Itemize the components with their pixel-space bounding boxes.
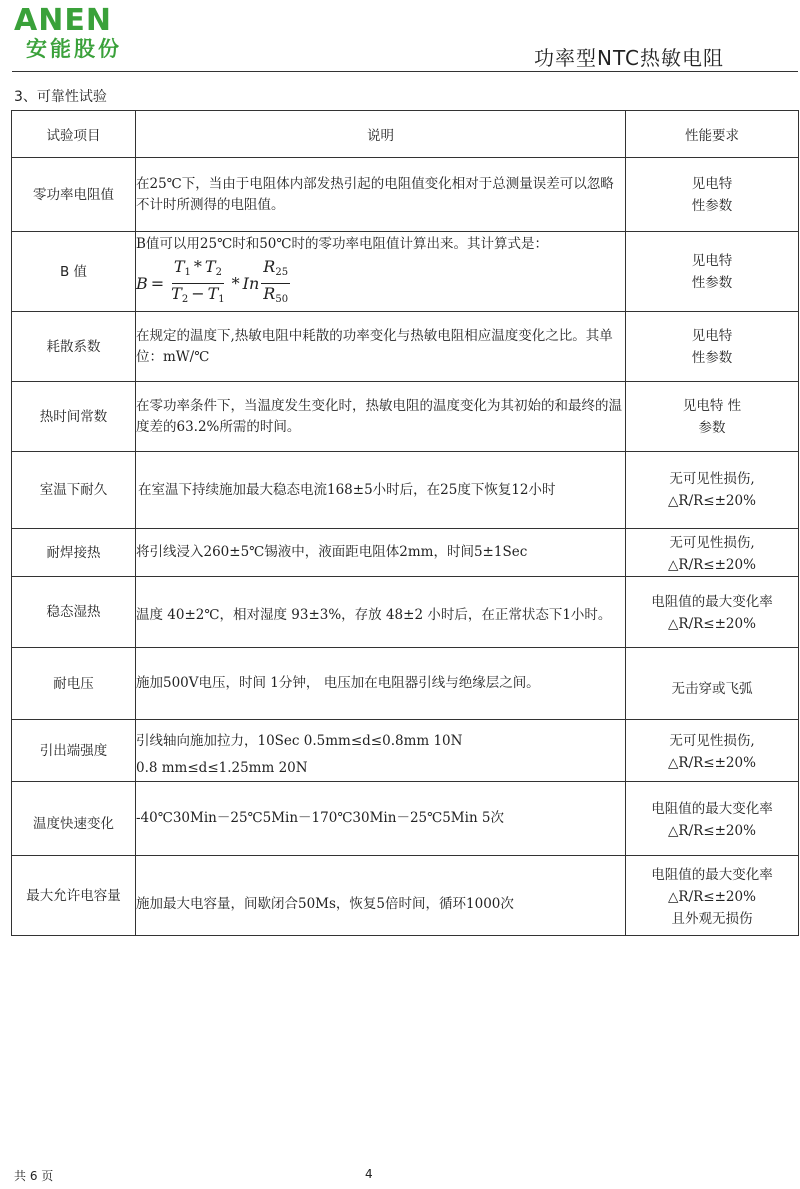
table-header-row (12, 111, 799, 158)
test-requirement (626, 782, 799, 856)
formula-t2-sub: 2 (215, 266, 222, 278)
section-title: 3、可靠性试验 (14, 89, 107, 105)
test-item: 引出端强度 (12, 720, 136, 782)
test-item: 稳态湿热 (12, 577, 136, 648)
test-item: 最大允许电容量 (12, 856, 136, 936)
test-description: 在规定的温度下,热敏电阻中耗散的功率变化与热敏电阻相应温度变化之比。其单位：mW/℃ (136, 312, 626, 382)
test-requirement (626, 158, 799, 232)
logo-cn-text: 安能股份 (26, 37, 122, 61)
description-line: 0.8 mm≤d≤1.25mm 20N (136, 759, 308, 776)
requirement-line: △R/R≤±20% (668, 754, 756, 771)
resistance-fraction (261, 257, 290, 310)
requirement-line: 且外观无损伤 (671, 910, 753, 927)
test-description: 在零功率条件下，当温度发生变化时，热敏电阻的温度变化为其初始的和最终的温度差的63.2%所需的时间。 (136, 382, 626, 452)
table-row (12, 856, 799, 936)
formula-r50: R (263, 283, 276, 303)
requirement-line: 无可见性损伤, (669, 471, 755, 487)
test-requirement (626, 577, 799, 648)
test-description: 施加最大电容量，间歇闭合50Ms，恢复5倍时间，循环1000次 (136, 856, 626, 936)
requirement-line: 无可见性损伤, (669, 534, 755, 551)
reliability-test-table (11, 110, 799, 936)
test-requirement (626, 382, 799, 452)
formula-t1-sub: 1 (218, 293, 225, 305)
company-logo (14, 3, 154, 62)
minus-sign: − (191, 283, 205, 303)
table-row (12, 232, 799, 312)
formula-t1: T (207, 283, 219, 303)
table-row (12, 452, 799, 529)
column-header-req: 性能要求 (626, 111, 799, 158)
fraction-numerator (172, 257, 224, 284)
table-row (12, 158, 799, 232)
test-requirement (626, 312, 799, 382)
formula-r50-sub: 50 (275, 293, 289, 305)
formula-r25-sub: 25 (275, 266, 289, 278)
total-pages: 共 6 页 (14, 1169, 54, 1183)
test-item: 耗散系数 (12, 312, 136, 382)
requirement-line: 性参数 (691, 349, 733, 366)
header-divider (12, 71, 798, 72)
test-item: B 值 (12, 232, 136, 312)
requirement-line: 电阻值的最大变化率 (651, 594, 773, 610)
requirement-line: 见电特 (691, 327, 733, 344)
fraction-denominator (169, 284, 227, 310)
fraction-denominator (261, 284, 290, 310)
table-row (12, 782, 799, 856)
test-requirement (626, 856, 799, 936)
requirement-line: 见电特 性 (682, 397, 742, 414)
test-item: 室温下耐久 (12, 452, 136, 529)
test-item: 温度快速变化 (12, 782, 136, 856)
formula-t1-sub: 1 (184, 266, 191, 278)
requirement-line: △R/R≤±20% (668, 888, 756, 905)
table-row (12, 720, 799, 782)
test-description: 将引线浸入260±5℃锡液中，液面距电阻体2mm，时间5±1Sec (136, 529, 626, 577)
requirement-line: △R/R≤±20% (668, 556, 756, 573)
page-number: 4 (365, 1167, 373, 1181)
fraction-numerator (261, 257, 290, 284)
requirement-line: 无击穿或飞弧 (671, 680, 753, 697)
formula-t1: T (173, 256, 185, 276)
requirement-line: △R/R≤±20% (668, 493, 756, 509)
test-description (136, 232, 626, 312)
requirement-line: △R/R≤±20% (668, 822, 756, 839)
equals-sign: = (150, 273, 165, 293)
temperature-fraction (169, 257, 227, 310)
test-item: 热时间常数 (12, 382, 136, 452)
test-requirement (626, 648, 799, 720)
requirement-line: 电阻值的最大变化率 (651, 800, 773, 817)
test-requirement (626, 720, 799, 782)
table-row (12, 529, 799, 577)
requirement-line: 性参数 (691, 274, 733, 291)
requirement-line: 见电特 (691, 252, 733, 269)
test-description (136, 720, 626, 782)
test-item: 耐电压 (12, 648, 136, 720)
table-row (12, 382, 799, 452)
description-line: 引线轴向施加拉力，10Sec 0.5mm≤d≤0.8mm 10N (136, 732, 463, 749)
test-description: 在25℃下，当由于电阻体内部发热引起的电阻值变化相对于总测量误差可以忽略不计时所测得的电阻值。 (136, 158, 626, 232)
column-header-item: 试验项目 (12, 111, 136, 158)
column-header-desc: 说明 (136, 111, 626, 158)
requirement-line: 无可见性损伤, (669, 732, 755, 749)
formula-r25: R (263, 256, 276, 276)
test-description: 温度 40±2℃，相对湿度 93±3%，存放 48±2 小时后，在正常状态下1小时。 (136, 577, 626, 648)
test-requirement (626, 232, 799, 312)
formula-lhs: B (136, 273, 148, 293)
formula-ln: In (242, 273, 260, 293)
formula-t2: T (171, 283, 182, 303)
test-item: 零功率电阻值 (12, 158, 136, 232)
table-row (12, 577, 799, 648)
description-text: B值可以用25℃时和50℃时的零功率电阻值计算出来。其计算式是： (136, 235, 548, 252)
formula-t2: T (204, 256, 216, 276)
logo-en-text: ANEN (14, 3, 112, 38)
b-value-formula (136, 257, 625, 310)
test-item: 耐焊接热 (12, 529, 136, 577)
times-sign: * (193, 256, 202, 276)
test-requirement (626, 529, 799, 577)
requirement-line: 性参数 (691, 197, 733, 214)
requirement-line: 见电特 (691, 175, 733, 192)
test-requirement (626, 452, 799, 529)
test-description: 施加500V电压，时间 1分钟， 电压加在电阻器引线与绝缘层之间。 (136, 648, 626, 720)
times-sign: * (231, 273, 240, 293)
table-row (12, 312, 799, 382)
requirement-line: 参数 (698, 419, 726, 436)
requirement-line: 电阻值的最大变化率 (651, 866, 773, 883)
test-description: 在室温下持续施加最大稳态电流168±5小时后，在25度下恢复12小时 (136, 452, 626, 529)
test-description: -40℃30Min－25℃5Min－170℃30Min－25℃5Min 5次 (136, 782, 626, 856)
formula-t2-sub: 2 (181, 293, 189, 305)
requirement-line: △R/R≤±20% (668, 616, 756, 632)
table-row (12, 648, 799, 720)
document-title: 功率型NTC热敏电阻 (534, 46, 724, 70)
